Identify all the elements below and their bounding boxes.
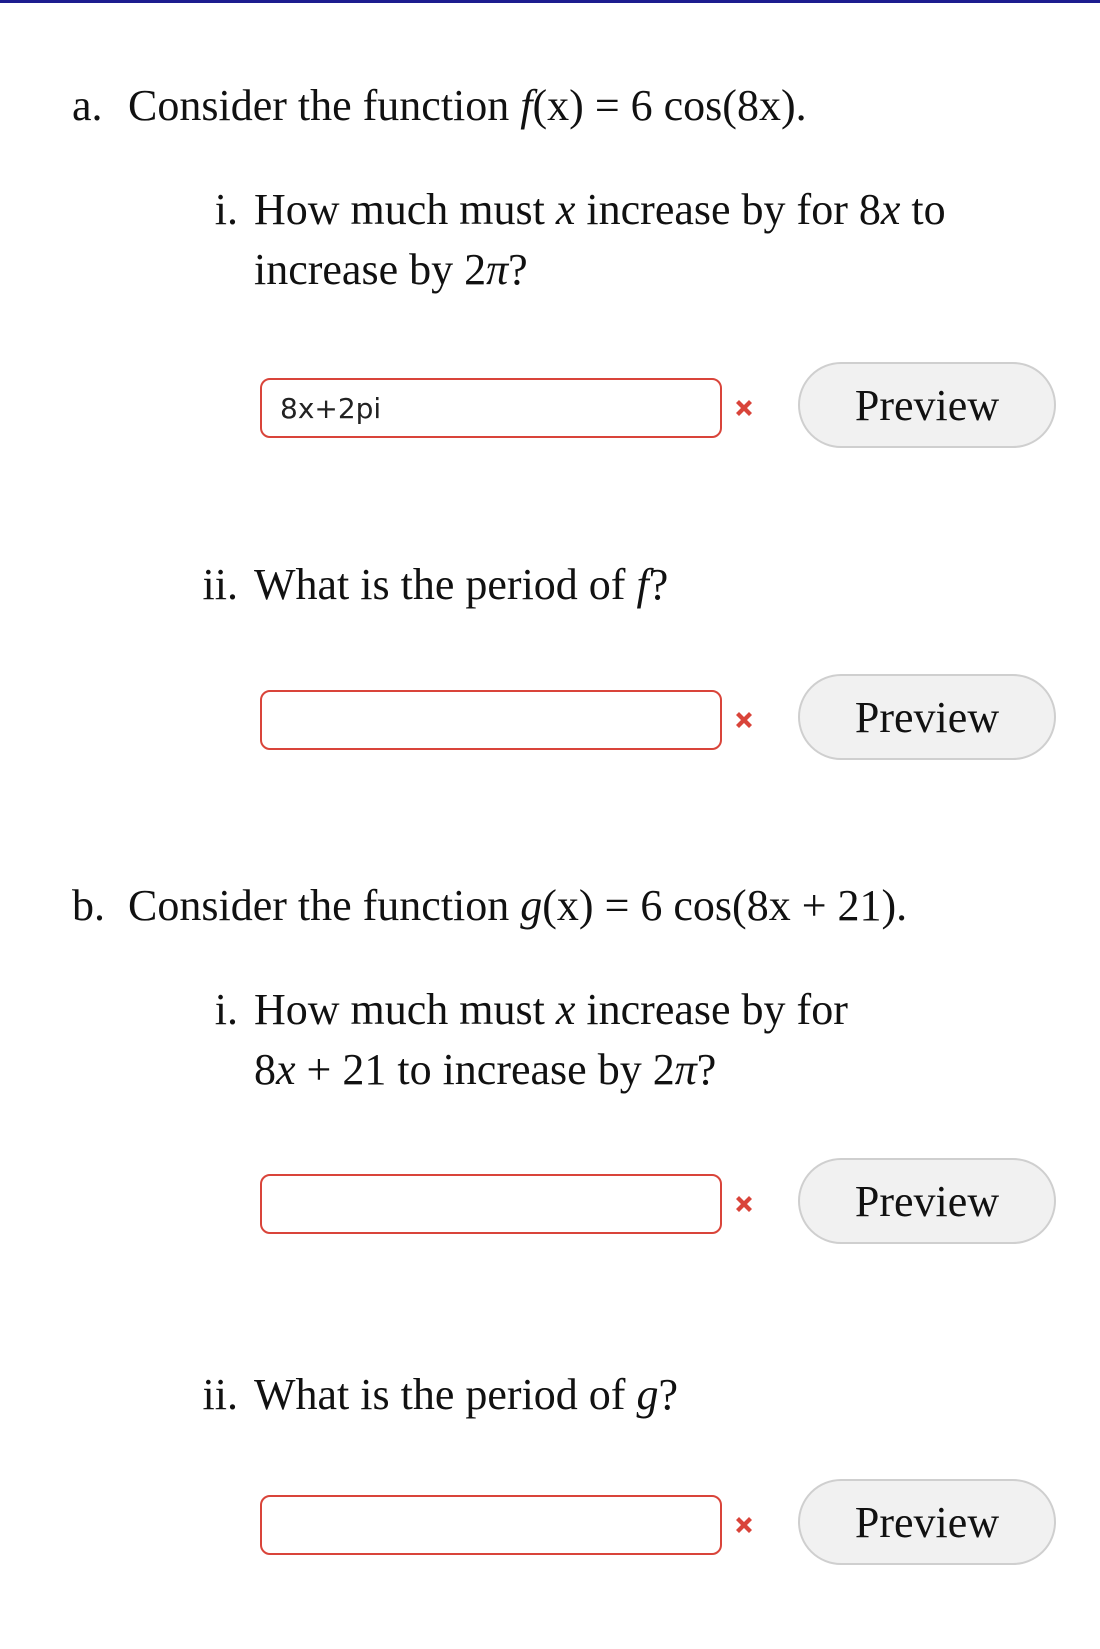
answer-input-b-i[interactable] bbox=[260, 1174, 722, 1234]
part-b-func-body: 6 cos(8x + 21). bbox=[640, 881, 908, 930]
part-b-equals: = bbox=[593, 881, 641, 930]
top-rule bbox=[0, 0, 1100, 3]
question-a-i bbox=[214, 180, 946, 300]
preview-button-b-i[interactable]: Preview bbox=[798, 1158, 1056, 1244]
question-b-ii-marker: ii. bbox=[202, 1370, 238, 1419]
question-b-i-marker: i. bbox=[214, 985, 238, 1034]
question-text: ? bbox=[658, 1370, 678, 1419]
question-text: ? bbox=[648, 560, 669, 609]
part-b-func-name: g bbox=[520, 881, 543, 930]
question-b-i-line2 bbox=[254, 1040, 848, 1100]
math-var: x bbox=[555, 185, 576, 234]
question-a-i-line2 bbox=[254, 240, 946, 300]
question-text: How much must bbox=[254, 985, 556, 1034]
question-text: + 21 to increase by 2 bbox=[295, 1045, 675, 1094]
question-text: increase by for bbox=[575, 985, 848, 1034]
question-a-ii-marker: ii. bbox=[202, 560, 238, 609]
question-text: 8 bbox=[254, 1045, 276, 1094]
part-a-equals: = bbox=[583, 81, 631, 130]
question-a-i-line1 bbox=[254, 180, 946, 240]
question-text: How much must bbox=[254, 185, 556, 234]
question-text: ? bbox=[508, 245, 528, 294]
math-var: x bbox=[880, 185, 901, 234]
part-b-intro: Consider the function bbox=[128, 881, 521, 930]
question-text: increase by 2 bbox=[254, 245, 487, 294]
part-a-func-body: 6 cos(8x). bbox=[630, 81, 807, 130]
question-text: to bbox=[900, 185, 946, 234]
question-text: increase by for 8 bbox=[575, 185, 881, 234]
math-var: x bbox=[555, 985, 576, 1034]
part-a-marker: a. bbox=[72, 81, 103, 130]
answer-input-b-ii[interactable] bbox=[260, 1495, 722, 1555]
math-var: π bbox=[486, 245, 509, 294]
question-a-ii-line1 bbox=[254, 555, 668, 615]
part-a-intro: Consider the function bbox=[128, 81, 521, 130]
math-var: x bbox=[276, 1045, 296, 1094]
x-mark-icon bbox=[732, 1513, 756, 1537]
question-a-i-marker: i. bbox=[214, 185, 238, 234]
math-var: g bbox=[636, 1370, 659, 1419]
question-b-i bbox=[214, 980, 848, 1100]
question-text: What is the period of bbox=[254, 560, 637, 609]
math-var: π bbox=[674, 1045, 697, 1094]
answer-input-a-ii[interactable] bbox=[260, 690, 722, 750]
part-b-heading bbox=[72, 880, 907, 931]
answer-input-a-i[interactable] bbox=[260, 378, 722, 438]
x-mark-icon bbox=[732, 708, 756, 732]
preview-button-a-i[interactable]: Preview bbox=[798, 362, 1056, 448]
math-var: f bbox=[636, 560, 649, 609]
x-mark-icon bbox=[732, 396, 756, 420]
part-b-marker: b. bbox=[72, 881, 105, 930]
preview-button-b-ii[interactable]: Preview bbox=[798, 1479, 1056, 1565]
question-text: What is the period of bbox=[254, 1370, 637, 1419]
part-a-heading bbox=[72, 80, 807, 131]
question-a-ii bbox=[202, 555, 669, 615]
part-b-func-arg: (x) bbox=[542, 881, 594, 930]
x-mark-icon bbox=[732, 1192, 756, 1216]
part-a-func-arg: (x) bbox=[532, 81, 584, 130]
question-b-i-line1 bbox=[254, 980, 848, 1040]
question-b-ii bbox=[202, 1365, 678, 1425]
preview-button-a-ii[interactable]: Preview bbox=[798, 674, 1056, 760]
question-b-ii-line1 bbox=[254, 1365, 678, 1425]
part-a-func-name: f bbox=[520, 81, 533, 130]
question-text: ? bbox=[696, 1045, 717, 1094]
